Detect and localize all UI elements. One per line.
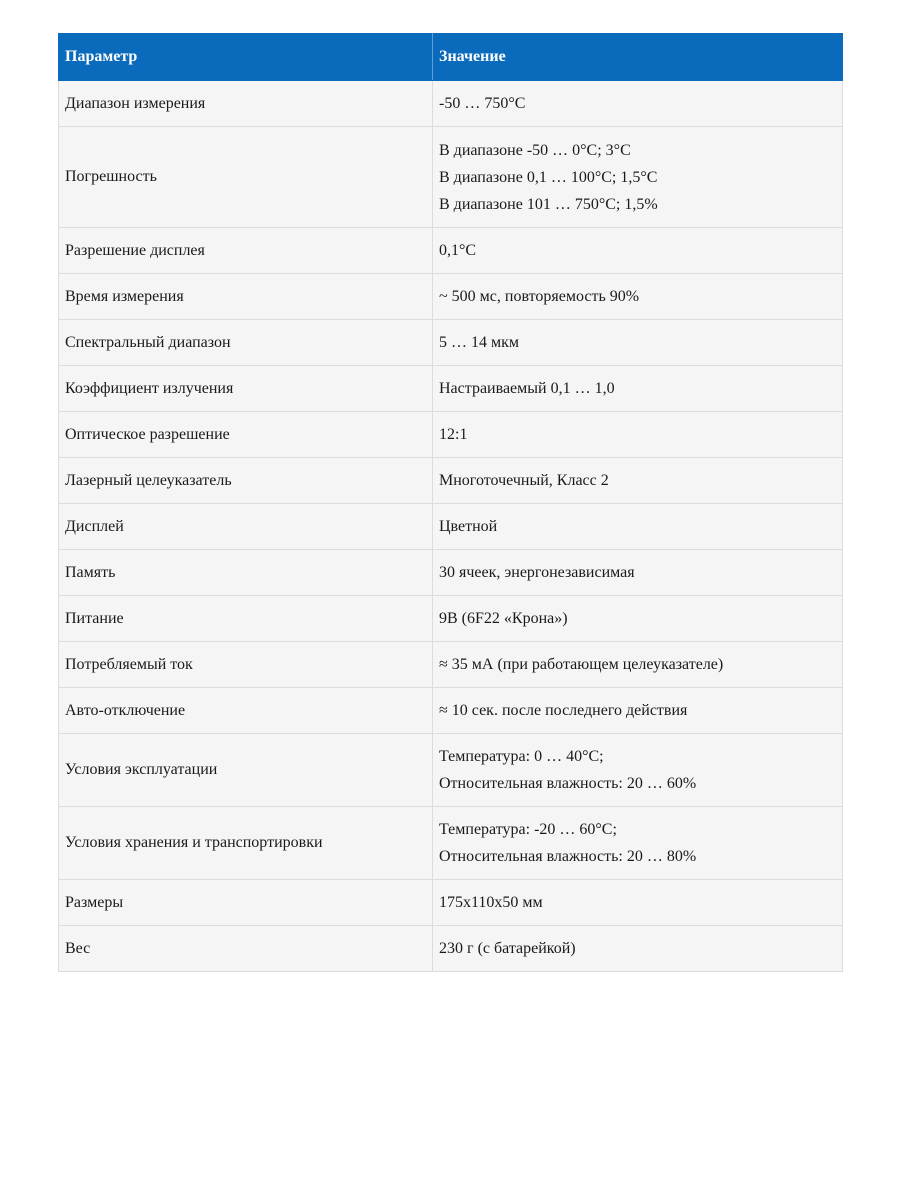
value-cell <box>433 926 843 972</box>
value-line: Относительная влажность: 20 … 80% <box>439 848 697 865</box>
param-cell: Оптическое разрешение <box>59 412 433 458</box>
value-cell <box>433 880 843 926</box>
table-row <box>59 127 843 228</box>
param-cell: Вес <box>59 926 433 972</box>
value-cell <box>433 274 843 320</box>
table-row <box>59 926 843 972</box>
value-line: ~ 500 мс, повторяемость 90% <box>439 288 640 305</box>
value-cell <box>433 807 843 880</box>
table-row <box>59 688 843 734</box>
param-cell: Диапазон измерения <box>59 81 433 127</box>
value-cell <box>433 412 843 458</box>
param-cell: Лазерный целеуказатель <box>59 458 433 504</box>
param-cell: Условия эксплуатации <box>59 734 433 807</box>
table-row <box>59 807 843 880</box>
value-line: В диапазоне 0,1 … 100°C; 1,5°C <box>439 168 658 186</box>
value-cell <box>433 81 843 127</box>
param-cell: Размеры <box>59 880 433 926</box>
table-row <box>59 81 843 127</box>
header-value: Значение <box>433 34 843 81</box>
value-line: Относительная влажность: 20 … 60% <box>439 775 697 792</box>
value-cell <box>433 734 843 807</box>
param-cell: Погрешность <box>59 127 433 228</box>
value-cell <box>433 504 843 550</box>
table-row <box>59 228 843 274</box>
param-cell: Спектральный диапазон <box>59 320 433 366</box>
value-line: -50 … 750°C <box>439 95 526 112</box>
value-line: 9В (6F22 «Крона») <box>439 610 568 627</box>
param-cell: Разрешение дисплея <box>59 228 433 274</box>
param-cell: Время измерения <box>59 274 433 320</box>
param-cell: Условия хранения и транспортировки <box>59 807 433 880</box>
value-line: Температура: -20 … 60°C; <box>439 821 617 838</box>
value-line: В диапазоне 101 … 750°C; 1,5% <box>439 195 658 213</box>
table-body <box>59 81 843 972</box>
param-cell: Дисплей <box>59 504 433 550</box>
value-cell <box>433 228 843 274</box>
value-line: 30 ячеек, энергонезависимая <box>439 564 635 581</box>
value-cell <box>433 596 843 642</box>
param-cell: Память <box>59 550 433 596</box>
table-row <box>59 274 843 320</box>
value-line: Цветной <box>439 518 498 535</box>
value-cell <box>433 642 843 688</box>
header-param: Параметр <box>59 34 433 81</box>
value-cell <box>433 366 843 412</box>
table-row <box>59 550 843 596</box>
value-line: Многоточечный, Класс 2 <box>439 472 609 489</box>
value-cell <box>433 550 843 596</box>
param-cell: Коэффициент излучения <box>59 366 433 412</box>
value-cell <box>433 127 843 228</box>
table-row <box>59 458 843 504</box>
table-row <box>59 596 843 642</box>
table-row <box>59 412 843 458</box>
table-row <box>59 880 843 926</box>
value-line: Температура: 0 … 40°C; <box>439 748 604 765</box>
value-cell <box>433 688 843 734</box>
table-row <box>59 642 843 688</box>
value-line: 12:1 <box>439 426 468 443</box>
value-line: ≈ 35 мА (при работающем целеуказателе) <box>439 656 724 673</box>
value-cell <box>433 458 843 504</box>
table-header-row <box>59 34 843 81</box>
param-cell: Потребляемый ток <box>59 642 433 688</box>
value-line: 230 г (с батарейкой) <box>439 940 576 957</box>
value-line: 0,1°C <box>439 242 477 259</box>
specifications-table <box>58 33 843 972</box>
param-cell: Авто-отключение <box>59 688 433 734</box>
table-row <box>59 366 843 412</box>
value-line: 5 … 14 мкм <box>439 334 520 351</box>
value-line: Настраиваемый 0,1 … 1,0 <box>439 380 615 397</box>
value-line: ≈ 10 сек. после последнего действия <box>439 702 688 719</box>
value-cell <box>433 320 843 366</box>
table-row <box>59 504 843 550</box>
param-cell: Питание <box>59 596 433 642</box>
table-row <box>59 320 843 366</box>
value-line: В диапазоне -50 … 0°C; 3°C <box>439 141 631 159</box>
value-line: 175x110x50 мм <box>439 894 543 911</box>
table-row <box>59 734 843 807</box>
